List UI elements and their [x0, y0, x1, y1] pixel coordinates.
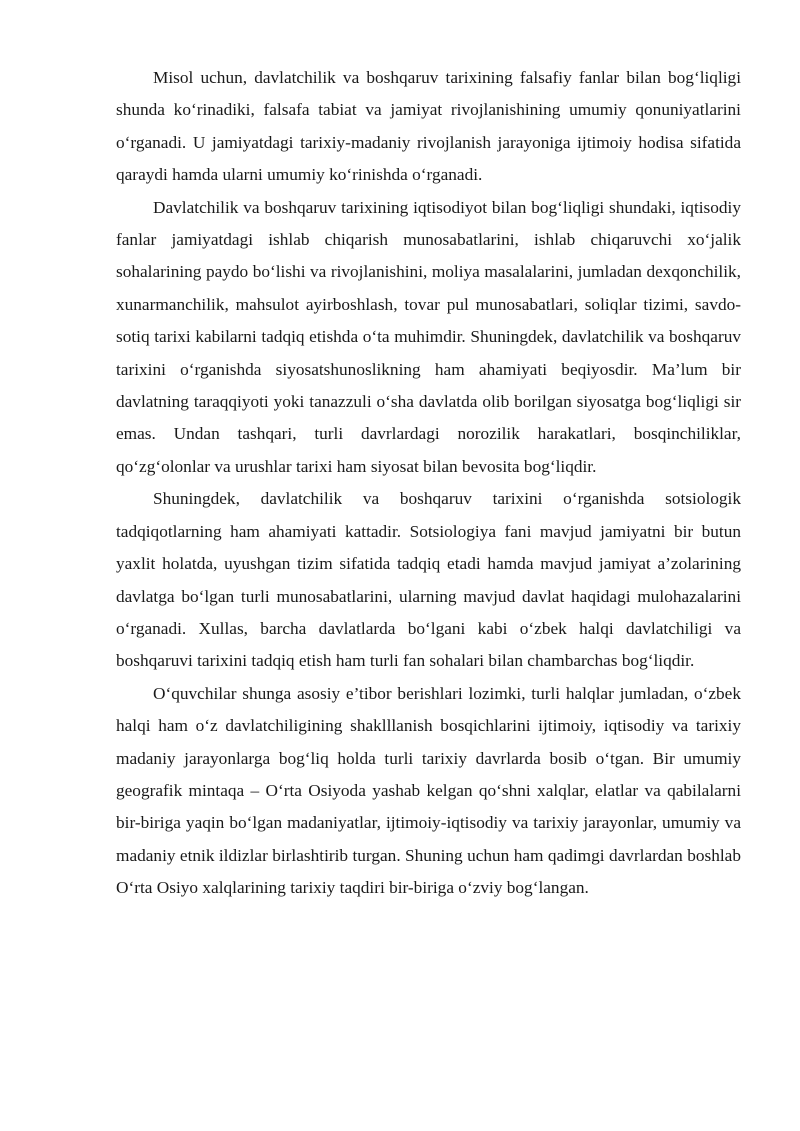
- paragraph-philosophy: Misol uchun, davlatchilik va boshqaruv tarixining falsafiy fanlar bilan bog‘liqligi shunda ko‘rinadiki, falsafa tabiat va jamiyat rivojlanishining umumiy qonuniyatlarini o‘rganadi. U jamiyatdagi tarixiy-madaniy rivojlanish jarayoniga ijtimoiy hodisa sifatida qaraydi hamda ularni umumiy ko‘rinishda o‘rganadi.: [116, 68, 741, 185]
- document-page: [116, 62, 741, 905]
- paragraph-economics: Davlatchilik va boshqaruv tarixining iqtisodiyot bilan bog‘liqligi shundaki, iqtisodiy fanlar jamiyatdagi ishlab chiqarish munosabatlarini, ishlab chiqaruvchi xo‘jalik sohalarining paydo bo‘lishi va rivojlanishini, moliya masalalarini, jumladan dexqonchilik, xunarmanchilik, mahsulot ayirboshlash, tovar pul munosabatlari, soliqlar tizimi, savdo-sotiq tarixi kabilarni tadqiq etishda o‘ta muhimdir. Shuningdek, davlatchilik va boshqaruv tarixini o‘rganishda siyosatshunoslikning ham ahamiyati beqiyosdir. Ma’lum bir davlatning taraqqiyoti yoki tanazzuli o‘sha davlatda olib borilgan siyosatga bog‘liqligi sir emas. Undan tashqari, turli davrlardagi norozilik harakatlari, bosqinchiliklar, qo‘zg‘olonlar va urushlar tarixi ham siyosat bilan bevosita bog‘liqdir.: [116, 197, 741, 476]
- paragraph-sociology: Shuningdek, davlatchilik va boshqaruv tarixini o‘rganishda sotsiologik tadqiqotlarning ham ahamiyati kattadir. Sotsiologiya fani mavjud jamiyatni bir butun yaxlit holatda, uyushgan tizim sifatida tadqiq etadi hamda mavjud jamiyat a’zolarining davlatga bo‘lgan turli munosabatlarini, ularning mavjud davlat haqidagi mulohazalarini o‘rganadi. Xullas, barcha davlatlarda bo‘lgani kabi o‘zbek halqi davlatchiligi va boshqaruvi tarixini tadqiq etish ham turli fan sohalari bilan chambarchas bog‘liqdir.: [116, 489, 741, 671]
- paragraph-history: O‘quvchilar shunga asosiy e’tibor berishlari lozimki, turli halqlar jumladan, o‘zbek halqi ham o‘z davlatchiligining shaklllanish bosqichlarini ijtimoiy, iqtisodiy va tarixiy madaniy jarayonlarga bog‘liq holda turli tarixiy davrlarda bosib o‘tgan. Bir umumiy geografik mintaqa – O‘rta Osiyoda yashab kelgan qo‘shni xalqlar, elatlar va qabilalarni bir-biriga yaqin bo‘lgan madaniyatlar, ijtimoiy-iqtisodiy va tarixiy jarayonlar, umumiy va madaniy etnik ildizlar birlashtirib turgan. Shuning uchun ham qadimgi davrlardan boshlab O‘rta Osiyo xalqlarining tarixiy taqdiri bir-biriga o‘zviy bog‘langan.: [116, 683, 741, 898]
